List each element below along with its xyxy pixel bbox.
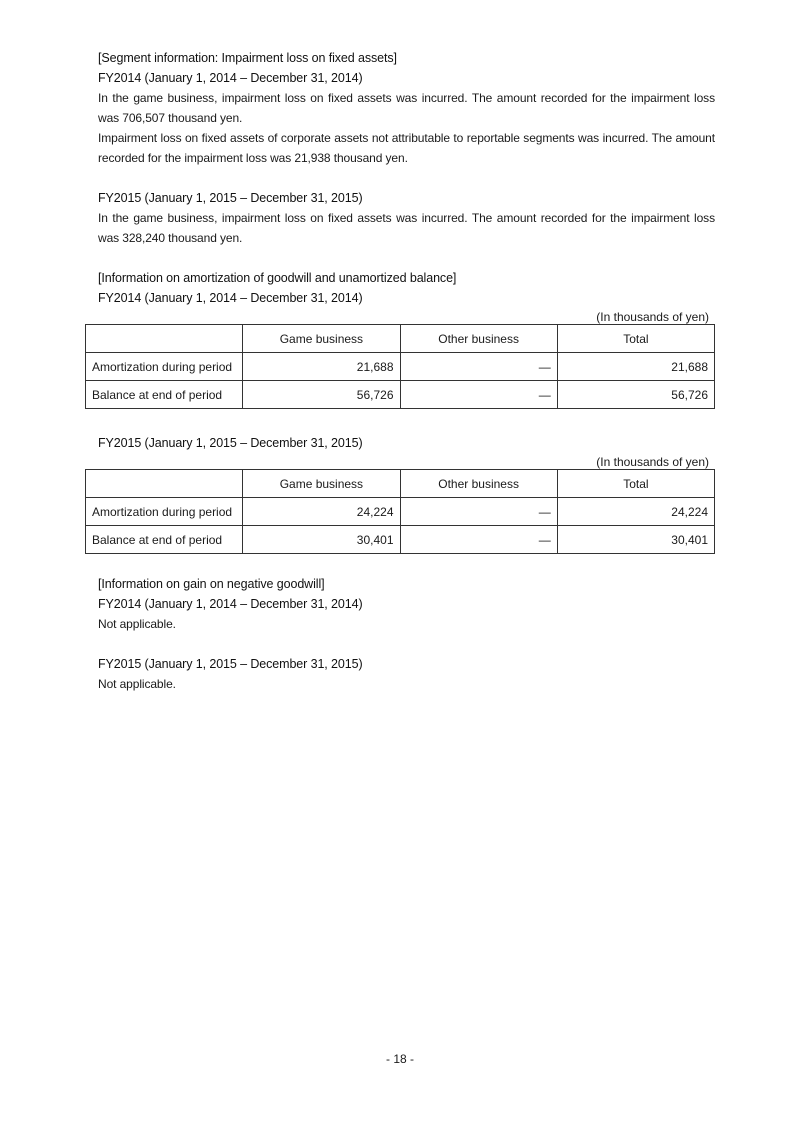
table-header-cell: Other business (400, 325, 557, 353)
table-header-cell: Total (557, 470, 714, 498)
other-business-value: — (400, 498, 557, 526)
goodwill-fy2015-unit-label: (In thousands of yen) (596, 455, 709, 469)
table-row (86, 526, 715, 554)
table-row (86, 353, 715, 381)
impairment-fy2014-paragraph-2: Impairment loss on fixed assets of corporate assets not attributable to reportable segments was incurred. The amount recorded for the impairment loss was 21,938 thousand yen. (98, 131, 715, 165)
table-header-cell (86, 470, 243, 498)
impairment-section (85, 48, 715, 268)
page-number: - 18 - (385, 1052, 414, 1066)
table-row (86, 498, 715, 526)
negative-goodwill-fy2014-text: Not applicable. (98, 617, 176, 631)
table-header-row (86, 325, 715, 353)
goodwill-fy2014-table (85, 324, 715, 409)
other-business-value: — (400, 526, 557, 554)
table-row (86, 381, 715, 409)
table-header-cell: Game business (243, 325, 400, 353)
negative-goodwill-fy2014-title: FY2014 (January 1, 2014 – December 31, 2014) (98, 597, 363, 611)
other-business-value: — (400, 381, 557, 409)
game-business-value: 24,224 (243, 498, 400, 526)
row-label: Balance at end of period (86, 381, 243, 409)
table-header-cell: Other business (400, 470, 557, 498)
table-header-cell: Total (557, 325, 714, 353)
negative-goodwill-fy2015-title: FY2015 (January 1, 2015 – December 31, 2015) (98, 657, 363, 671)
impairment-fy2014-paragraph-1: In the game business, impairment loss on fixed assets was incurred. The amount recorded for the impairment loss was 706,507 thousand yen. (98, 91, 715, 125)
table-header-cell (86, 325, 243, 353)
total-value: 21,688 (557, 353, 714, 381)
game-business-value: 56,726 (243, 381, 400, 409)
goodwill-section (85, 268, 715, 554)
goodwill-fy2014-unit-label: (In thousands of yen) (596, 310, 709, 324)
goodwill-fy2015-title: FY2015 (January 1, 2015 – December 31, 2015) (98, 436, 363, 450)
total-value: 30,401 (557, 526, 714, 554)
row-label: Amortization during period (86, 498, 243, 526)
other-business-value: — (400, 353, 557, 381)
row-label: Amortization during period (86, 353, 243, 381)
impairment-heading: [Segment information: Impairment loss on fixed assets] (98, 51, 397, 65)
game-business-value: 30,401 (243, 526, 400, 554)
game-business-value: 21,688 (243, 353, 400, 381)
impairment-fy2015-paragraph-1: In the game business, impairment loss on fixed assets was incurred. The amount recorded for the impairment loss was 328,240 thousand yen. (98, 211, 715, 245)
document-page (85, 48, 715, 694)
negative-goodwill-section (85, 574, 715, 694)
total-value: 24,224 (557, 498, 714, 526)
row-label: Balance at end of period (86, 526, 243, 554)
impairment-fy2014-title: FY2014 (January 1, 2014 – December 31, 2014) (98, 71, 363, 85)
goodwill-fy2015-table (85, 469, 715, 554)
goodwill-fy2014-title: FY2014 (January 1, 2014 – December 31, 2014) (98, 291, 363, 305)
negative-goodwill-fy2015-text: Not applicable. (98, 677, 176, 691)
table-header-cell: Game business (243, 470, 400, 498)
total-value: 56,726 (557, 381, 714, 409)
negative-goodwill-heading: [Information on gain on negative goodwill] (98, 577, 325, 591)
table-header-row (86, 470, 715, 498)
impairment-fy2015-title: FY2015 (January 1, 2015 – December 31, 2015) (98, 191, 363, 205)
goodwill-heading: [Information on amortization of goodwill and unamortized balance] (98, 271, 457, 285)
